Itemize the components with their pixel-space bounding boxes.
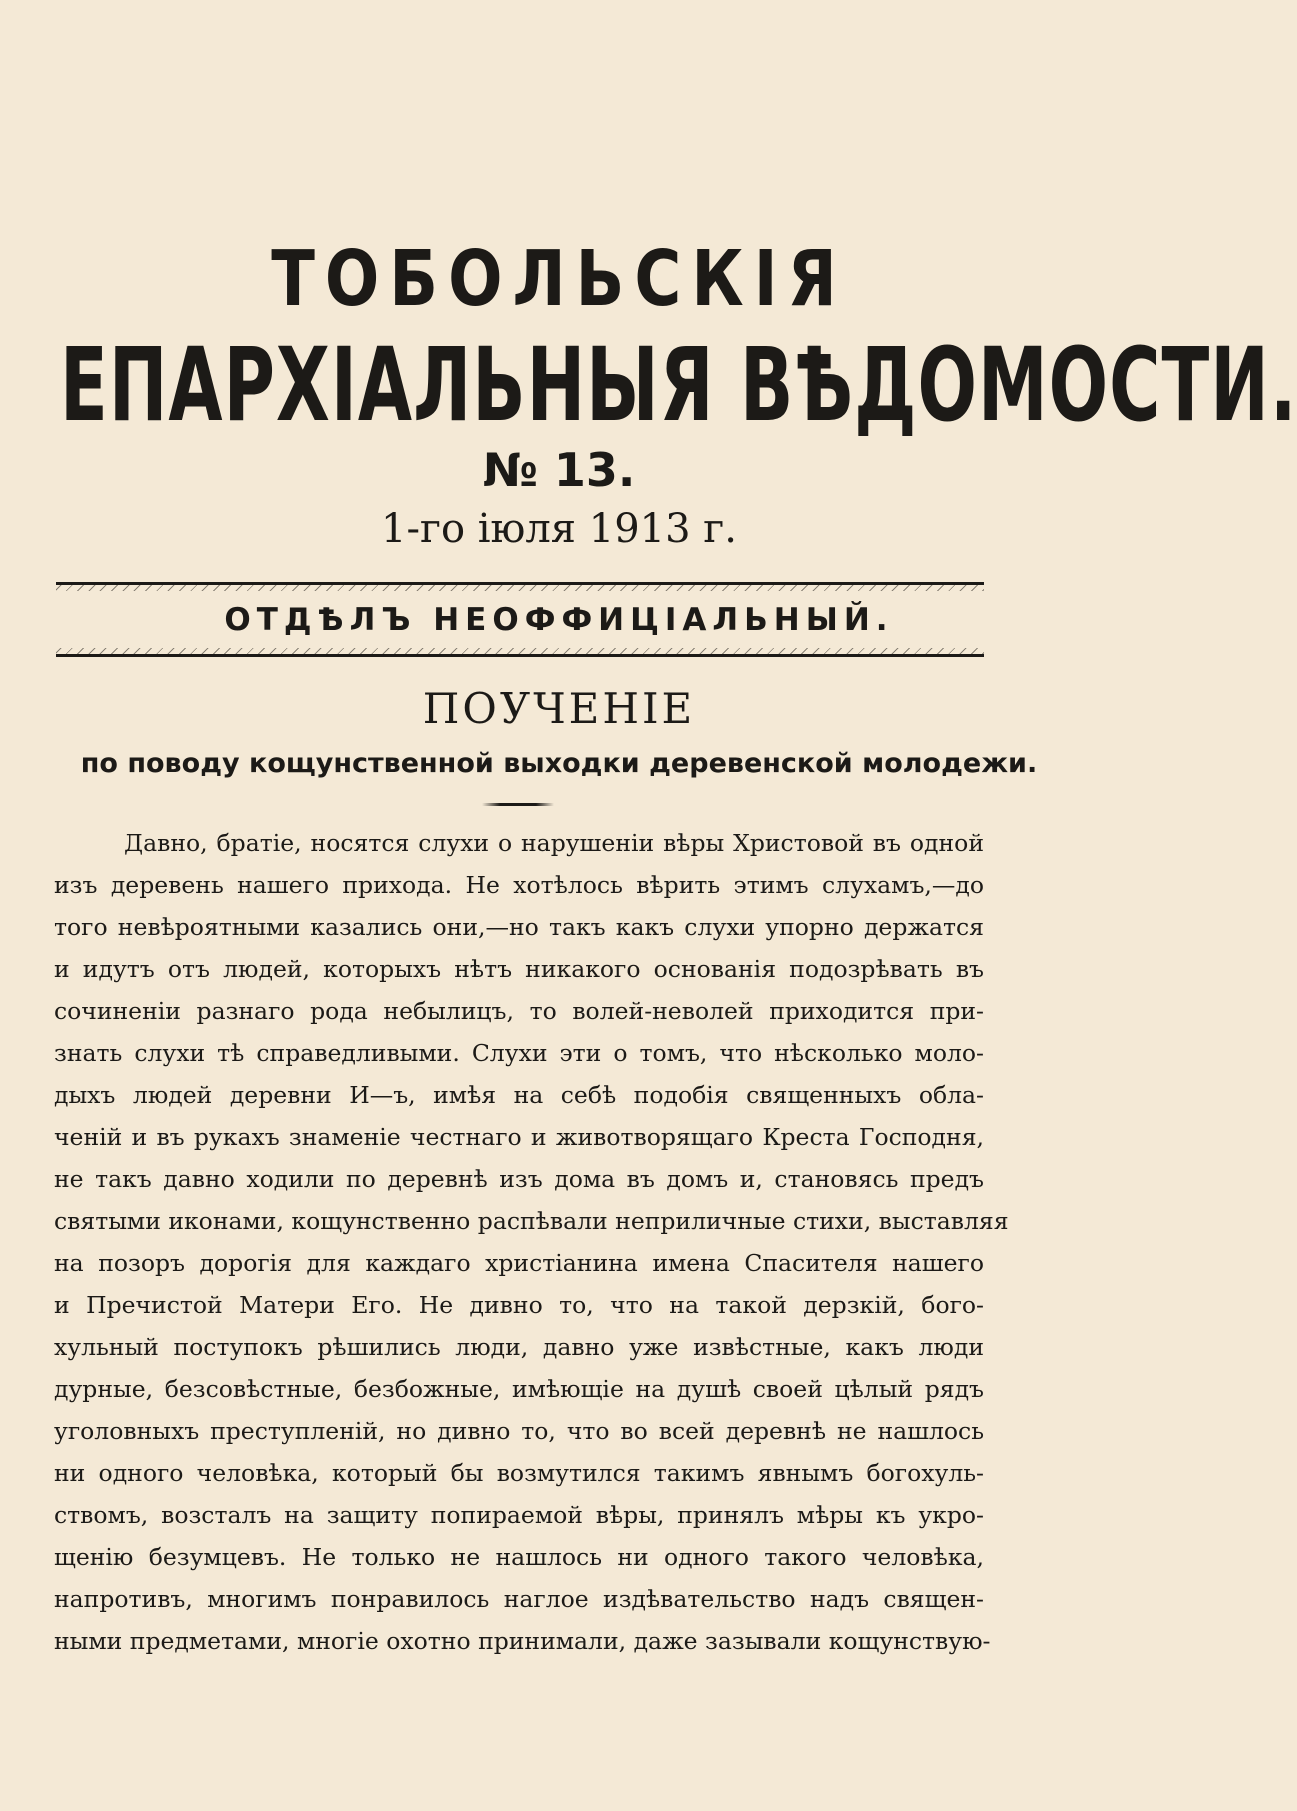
text-line: ченій и въ рукахъ знаменіе честнаго и животворящаго Креста Господня, bbox=[54, 1123, 984, 1151]
text-line: напротивъ, многимъ понравилось наглое издѣвательство надъ священ- bbox=[54, 1585, 984, 1613]
text-line: и Пречистой Матери Его. Не дивно то, что на такой дерзкій, бого- bbox=[54, 1291, 984, 1319]
text-line: знать слухи тѣ справедливыми. Слухи эти о томъ, что нѣсколько моло- bbox=[54, 1039, 984, 1067]
text-line: уголовныхъ преступленій, но дивно то, что во всей деревнѣ не нашлось bbox=[54, 1417, 984, 1445]
text-line: дыхъ людей деревни И—ъ, имѣя на себѣ подобія священныхъ обла- bbox=[54, 1081, 984, 1109]
text-line: на позоръ дорогія для каждаго христіанина имена Спасителя нашего bbox=[54, 1249, 984, 1277]
rule-solid bbox=[56, 654, 984, 657]
text-line: и идутъ отъ людей, которыхъ нѣтъ никакого основанія подозрѣвать въ bbox=[54, 955, 984, 983]
text-line: ствомъ, возсталъ на защиту попираемой вѣры, принялъ мѣры къ укро- bbox=[54, 1501, 984, 1529]
issue-date: 1-го іюля 1913 г. bbox=[381, 506, 737, 552]
rule-wavy bbox=[56, 585, 984, 591]
section-title: ОТДѢЛЪ НЕОФФИЦІАЛЬНЫЙ. bbox=[224, 602, 894, 638]
text-line: ни одного человѣка, который бы возмутился такимъ явнымъ богохуль- bbox=[54, 1459, 984, 1487]
section-rule-bottom bbox=[56, 648, 984, 657]
text-line: щенію безумцевъ. Не только не нашлось ни одного такого человѣка, bbox=[54, 1543, 984, 1571]
text-line: дурные, безсовѣстные, безбожные, имѣющіе на душѣ своей цѣлый рядъ bbox=[54, 1375, 984, 1403]
text-line: хульный поступокъ рѣшились люди, давно уже извѣстные, какъ люди bbox=[54, 1333, 984, 1361]
text-line: не такъ давно ходили по деревнѣ изъ дома въ домъ и, становясь предъ bbox=[54, 1165, 984, 1193]
section-rule-top bbox=[56, 582, 984, 591]
text-line: Давно, братіе, носятся слухи о нарушеніи вѣры Христовой въ одной bbox=[124, 829, 984, 857]
ornamental-divider bbox=[482, 803, 554, 806]
article-subtitle: по поводу кощунственной выходки деревенской молодежи. bbox=[80, 748, 1038, 779]
article-title: ПОУЧЕНІЕ bbox=[422, 684, 696, 733]
article-body bbox=[54, 822, 1009, 1662]
text-line: изъ деревень нашего прихода. Не хотѣлось вѣрить этимъ слухамъ,—до bbox=[54, 871, 984, 899]
text-line: того невѣроятными казались они,—но такъ какъ слухи упорно держатся bbox=[54, 913, 984, 941]
issue-number: № 13. bbox=[482, 443, 636, 497]
text-line: святыми иконами, кощунственно распѣвали неприличные стихи, выставляя bbox=[54, 1207, 1009, 1235]
masthead-title-line1: ТОБОЛЬСКІЯ bbox=[271, 235, 847, 325]
rule-wavy bbox=[56, 648, 984, 654]
text-line: ными предметами, многіе охотно принимали, даже зазывали кощунствую- bbox=[54, 1627, 991, 1655]
masthead-title-line2: ЕПАРХІАЛЬНЫЯ ВѢДОМОСТИ. bbox=[60, 325, 1297, 445]
text-line: сочиненіи разнаго рода небылицъ, то волей-неволей приходится при- bbox=[54, 997, 984, 1025]
